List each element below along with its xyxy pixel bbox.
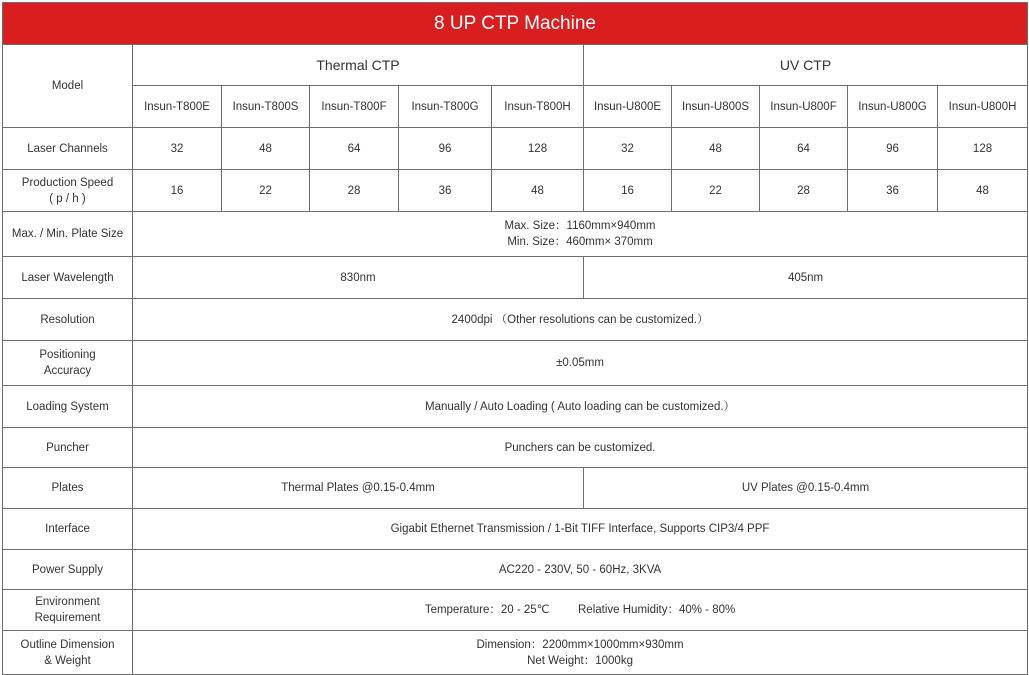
- laser-wavelength-row: [3, 257, 1028, 299]
- model-cell: Insun-U800E: [584, 86, 672, 128]
- plates-row: [3, 468, 1028, 509]
- laser-wavelength-label: Laser Wavelength: [3, 257, 133, 299]
- uv-plates: UV Plates @0.15-0.4mm: [584, 468, 1028, 509]
- resolution-label: Resolution: [3, 299, 133, 341]
- group-thermal-ctp: Thermal CTP: [133, 45, 584, 86]
- model-cell: Insun-U800H: [938, 86, 1028, 128]
- loading-label: Loading System: [3, 386, 133, 428]
- table-title: 8 UP CTP Machine: [3, 3, 1028, 45]
- value-cell: 16: [584, 170, 672, 212]
- label-line: Outline Dimension: [20, 638, 115, 651]
- thermal-wavelength: 830nm: [133, 257, 584, 299]
- label-line: Positioning: [39, 349, 96, 361]
- value-cell: 36: [399, 170, 492, 212]
- power-label: Power Supply: [3, 550, 133, 590]
- label-line: Environment: [35, 596, 100, 608]
- model-cell: Insun-U800F: [760, 86, 848, 128]
- outline-label: [3, 631, 133, 675]
- environment-value: [133, 590, 1028, 631]
- uv-wavelength: 405nm: [584, 257, 1028, 299]
- laser-channels-label: Laser Channels: [3, 128, 133, 170]
- power-value: AC220 - 230V, 50 - 60Hz, 3KVA: [133, 550, 1028, 590]
- label-line: & Weight: [44, 654, 91, 667]
- plate-size-row: [3, 212, 1028, 257]
- environment-label: [3, 590, 133, 631]
- spec-table: [2, 2, 1028, 675]
- value-cell: 128: [938, 128, 1028, 170]
- plates-label: Plates: [3, 468, 133, 509]
- value-cell: 48: [938, 170, 1028, 212]
- positioning-row: [3, 341, 1028, 386]
- loading-value: Manually / Auto Loading ( Auto loading can be customized.）: [133, 386, 1028, 428]
- humidity: Relative Humidity：40% - 80%: [578, 604, 736, 616]
- positioning-label: [3, 341, 133, 386]
- puncher-label: Puncher: [3, 428, 133, 468]
- value-cell: 32: [584, 128, 672, 170]
- value-cell: 96: [848, 128, 938, 170]
- puncher-row: [3, 428, 1028, 468]
- thermal-plates: Thermal Plates @0.15-0.4mm: [133, 468, 584, 509]
- value-cell: 128: [492, 128, 584, 170]
- label-line: Requirement: [34, 612, 101, 624]
- label-line: Accuracy: [43, 365, 92, 377]
- model-label: Model: [3, 45, 133, 128]
- interface-row: [3, 509, 1028, 550]
- value-cell: 32: [133, 128, 222, 170]
- title-row: [3, 3, 1028, 45]
- laser-channels-row: [3, 128, 1028, 170]
- label-line: Production Speed: [21, 176, 114, 189]
- puncher-value: Punchers can be customized.: [133, 428, 1028, 468]
- max-size: Max. Size：1160mm×940mm: [504, 220, 656, 232]
- model-cell: Insun-U800S: [672, 86, 760, 128]
- dimension: Dimension：2200mm×1000mm×930mm: [476, 638, 684, 651]
- plate-size-label: Max. / Min. Plate Size: [3, 212, 133, 257]
- temperature: Temperature：20 - 25℃: [424, 604, 550, 616]
- model-cell: Insun-T800S: [222, 86, 310, 128]
- label-line: ( p / h ): [49, 192, 86, 205]
- value-cell: 96: [399, 128, 492, 170]
- value-cell: 64: [310, 128, 399, 170]
- group-row: [3, 45, 1028, 86]
- plate-size-value: [133, 212, 1028, 257]
- value-cell: 16: [133, 170, 222, 212]
- value-cell: 48: [672, 128, 760, 170]
- value-cell: 48: [222, 128, 310, 170]
- interface-value: Gigabit Ethernet Transmission / 1-Bit TIFF Interface, Supports CIP3/4 PPF: [133, 509, 1028, 550]
- power-row: [3, 550, 1028, 590]
- net-weight: Net Weight：1000kg: [527, 654, 633, 667]
- outline-row: [3, 631, 1028, 675]
- value-cell: 64: [760, 128, 848, 170]
- model-cell: Insun-T800H: [492, 86, 584, 128]
- production-speed-row: [3, 170, 1028, 212]
- model-row: [3, 86, 1028, 128]
- value-cell: 22: [672, 170, 760, 212]
- model-cell: Insun-T800E: [133, 86, 222, 128]
- min-size: Min. Size：460mm× 370mm: [507, 236, 653, 248]
- production-speed-label: [3, 170, 133, 212]
- resolution-row: [3, 299, 1028, 341]
- outline-value: [133, 631, 1028, 675]
- model-cell: Insun-U800G: [848, 86, 938, 128]
- value-cell: 28: [310, 170, 399, 212]
- interface-label: Interface: [3, 509, 133, 550]
- group-uv-ctp: UV CTP: [584, 45, 1028, 86]
- resolution-value: 2400dpi （Other resolutions can be customized.）: [133, 299, 1028, 341]
- loading-row: [3, 386, 1028, 428]
- environment-row: [3, 590, 1028, 631]
- value-cell: 48: [492, 170, 584, 212]
- model-cell: Insun-T800F: [310, 86, 399, 128]
- value-cell: 36: [848, 170, 938, 212]
- positioning-value: ±0.05mm: [133, 341, 1028, 386]
- value-cell: 22: [222, 170, 310, 212]
- model-cell: Insun-T800G: [399, 86, 492, 128]
- value-cell: 28: [760, 170, 848, 212]
